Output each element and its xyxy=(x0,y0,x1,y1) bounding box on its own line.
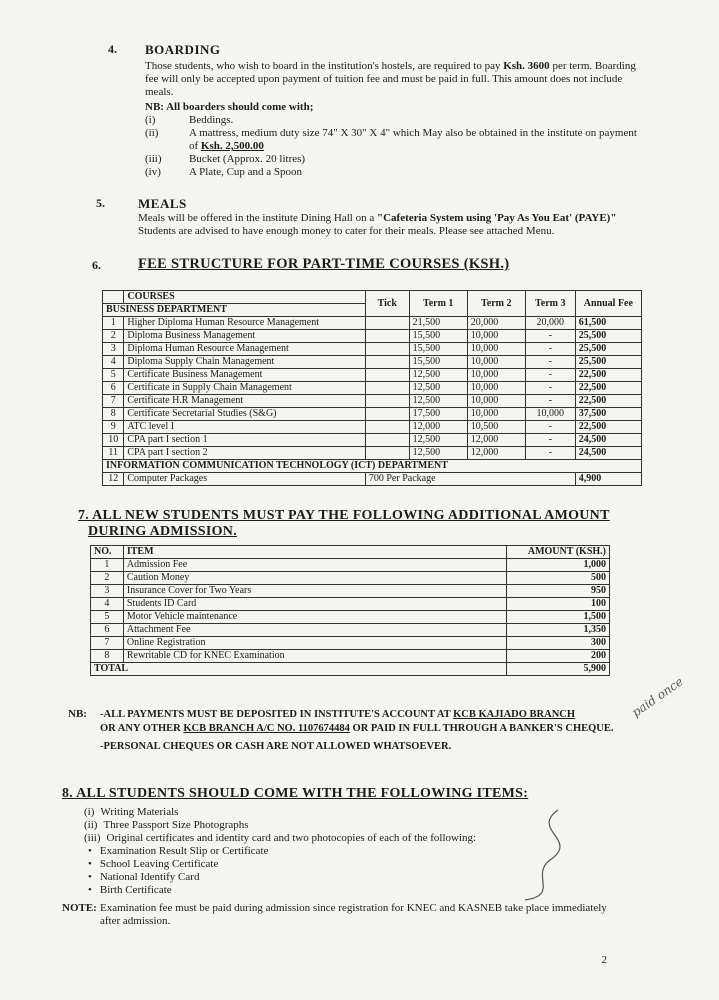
fees-title: FEE STRUCTURE FOR PART-TIME COURSES (KSH.) xyxy=(138,256,510,272)
table-row xyxy=(103,382,642,395)
col-tick: Tick xyxy=(365,291,409,317)
handwritten-bracket xyxy=(520,800,590,910)
item-amount: 200 xyxy=(507,650,610,663)
table-row xyxy=(103,369,642,382)
term3-fee: - xyxy=(525,434,575,447)
meals-title: MEALS xyxy=(138,196,187,211)
col-amount: AMOUNT (KSH.) xyxy=(507,546,610,559)
additional-title-line2: DURING ADMISSION. xyxy=(88,524,238,539)
term3-fee: - xyxy=(525,369,575,382)
tick-cell xyxy=(365,330,409,343)
annual-fee: 37,500 xyxy=(575,408,641,421)
course-name: CPA part I section 2 xyxy=(124,447,365,460)
term1-fee: 15,500 xyxy=(409,330,467,343)
course-name: ATC level I xyxy=(124,421,365,434)
term3-fee: 20,000 xyxy=(525,317,575,330)
item-name: Admission Fee xyxy=(123,559,506,572)
table-row xyxy=(103,343,642,356)
item-number: 7 xyxy=(91,637,124,650)
item-name: Students ID Card xyxy=(123,598,506,611)
boarding-number: 4. xyxy=(108,42,117,56)
row-number: 4 xyxy=(103,356,124,369)
table-row xyxy=(103,330,642,343)
item-name: Online Registration xyxy=(123,637,506,650)
boarding-item: (iv) A Plate, Cup and a Spoon xyxy=(145,166,303,178)
term2-fee: 10,000 xyxy=(467,343,525,356)
total-value: 5,900 xyxy=(507,663,610,676)
item-number: 4 xyxy=(91,598,124,611)
list-item: • National Identify Card xyxy=(84,871,544,884)
tick-cell xyxy=(365,395,409,408)
boarding-para1: Those students, who wish to board in the institution's hostels, are required to pay xyxy=(145,60,501,72)
col-term2: Term 2 xyxy=(467,291,525,317)
row-number: 10 xyxy=(103,434,124,447)
col-term3: Term 3 xyxy=(525,291,575,317)
nb-account: KCB BRANCH A/C NO. 1107674484 xyxy=(183,723,350,734)
row-number: 3 xyxy=(103,343,124,356)
boarding-item: (i) Beddings. xyxy=(145,114,234,126)
table-row xyxy=(91,559,610,572)
term3-fee: - xyxy=(525,356,575,369)
term2-fee: 10,000 xyxy=(467,330,525,343)
meals-para-start: Meals will be offered in the institute Dining Hall on a xyxy=(138,212,375,224)
annual-fee: 24,500 xyxy=(575,434,641,447)
table-row xyxy=(91,624,610,637)
item-amount: 1,000 xyxy=(507,559,610,572)
item-number: 8 xyxy=(91,650,124,663)
additional-number: 7. xyxy=(78,508,90,523)
course-name: CPA part I section 1 xyxy=(124,434,365,447)
nb-line2-end: OR PAID IN FULL THROUGH A BANKER'S CHEQUE. xyxy=(352,723,614,734)
course-name: Higher Diploma Human Resource Management xyxy=(124,317,365,330)
term1-fee: 12,500 xyxy=(409,447,467,460)
term2-fee: 10,000 xyxy=(467,395,525,408)
table-row xyxy=(103,434,642,447)
course-name: Certificate Business Management xyxy=(124,369,365,382)
term3-fee: - xyxy=(525,330,575,343)
row-number: 9 xyxy=(103,421,124,434)
table-row xyxy=(103,356,642,369)
course-name: Certificate H.R Management xyxy=(124,395,365,408)
term1-fee: 12,500 xyxy=(409,434,467,447)
table-row xyxy=(91,650,610,663)
term1-fee: 12,500 xyxy=(409,369,467,382)
dept-business: BUSINESS DEPARTMENT xyxy=(103,304,366,317)
annual-fee: 25,500 xyxy=(575,330,641,343)
boarding-para2: Boarding fee will only be accepted upon payment of tuition fee and must be paid in full. This amount does not include meals. xyxy=(145,60,636,98)
term2-fee: 10,000 xyxy=(467,382,525,395)
table-row xyxy=(103,408,642,421)
additional-table xyxy=(90,545,610,676)
fees-number: 6. xyxy=(92,258,101,272)
meals-paye: "Cafeteria System using 'Pay As You Eat' (PAYE)" xyxy=(377,212,617,224)
item-number: 2 xyxy=(91,572,124,585)
term2-fee: 10,000 xyxy=(467,356,525,369)
list-item: • Birth Certificate xyxy=(84,884,544,897)
term1-fee: 12,500 xyxy=(409,382,467,395)
term1-fee: 21,500 xyxy=(409,317,467,330)
term2-fee: 10,000 xyxy=(467,408,525,421)
nb-line3: -PERSONAL CHEQUES OR CASH ARE NOT ALLOWED WHATSOEVER. xyxy=(100,741,452,752)
fee-table xyxy=(102,290,642,486)
item-name: Insurance Cover for Two Years xyxy=(123,585,506,598)
annual-fee: 22,500 xyxy=(575,395,641,408)
item-amount: 300 xyxy=(507,637,610,650)
term3-fee: 10,000 xyxy=(525,408,575,421)
list-item: • School Leaving Certificate xyxy=(84,858,544,871)
annual-fee: 22,500 xyxy=(575,382,641,395)
item-number: 1 xyxy=(91,559,124,572)
row-number: 5 xyxy=(103,369,124,382)
items-list xyxy=(84,806,544,897)
boarding-item: (ii) A mattress, medium duty size 74" X 30" X 4" which May also be obtained in the institute on payment of Ksh. 2,500.00 xyxy=(145,127,637,152)
items-title-text: ALL STUDENTS SHOULD COME WITH THE FOLLOWING ITEMS: xyxy=(76,786,529,801)
row-number: 11 xyxy=(103,447,124,460)
col-annual: Annual Fee xyxy=(575,291,641,317)
list-item: (i) Writing Materials xyxy=(84,806,179,818)
boarding-para1-end: per term. xyxy=(552,60,593,72)
items-title xyxy=(62,786,528,802)
row-number: 8 xyxy=(103,408,124,421)
handwritten-note: paid once xyxy=(629,674,686,720)
row-number: 2 xyxy=(103,330,124,343)
table-row xyxy=(91,585,610,598)
course-name: Certificate Secretarial Studies (S&G) xyxy=(124,408,365,421)
table-row: 12 Computer Packages 700 Per Package 4,900 xyxy=(103,473,642,486)
annual-fee: 61,500 xyxy=(575,317,641,330)
ict-course: Computer Packages xyxy=(124,473,365,486)
item-name: Rewritable CD for KNEC Examination xyxy=(123,650,506,663)
meals-number: 5. xyxy=(96,196,105,210)
course-name: Diploma Business Management xyxy=(124,330,365,343)
table-row xyxy=(103,395,642,408)
term3-fee: - xyxy=(525,395,575,408)
term2-fee: 12,000 xyxy=(467,447,525,460)
item-amount: 1,500 xyxy=(507,611,610,624)
note-text: Examination fee must be paid during admission since registration for KNEC and KASNEB take place immediately after admission. xyxy=(100,902,607,927)
item-number: 3 xyxy=(91,585,124,598)
item-amount: 100 xyxy=(507,598,610,611)
term2-fee: 10,500 xyxy=(467,421,525,434)
tick-cell xyxy=(365,317,409,330)
ict-per-package: 700 Per Package xyxy=(365,473,575,486)
boarding-title: BOARDING xyxy=(145,42,221,57)
nb-label: NB: xyxy=(68,708,87,720)
items-number: 8. xyxy=(62,786,74,801)
ict-annual: 4,900 xyxy=(575,473,641,486)
annual-fee: 25,500 xyxy=(575,343,641,356)
term1-fee: 15,500 xyxy=(409,343,467,356)
term2-fee: 12,000 xyxy=(467,434,525,447)
term2-fee: 20,000 xyxy=(467,317,525,330)
tick-cell xyxy=(365,421,409,434)
list-item: (ii) Three Passport Size Photographs xyxy=(84,819,249,831)
table-row xyxy=(91,572,610,585)
nb-bank-branch: KCB KAJIADO BRANCH xyxy=(453,709,576,720)
table-row xyxy=(91,598,610,611)
list-item: (iii) Original certificates and identity card and two photocopies of each of the following: xyxy=(84,832,477,844)
col-courses: COURSES xyxy=(124,291,365,304)
tick-cell xyxy=(365,369,409,382)
annual-fee: 25,500 xyxy=(575,356,641,369)
row-number: 7 xyxy=(103,395,124,408)
course-name: Certificate in Supply Chain Management xyxy=(124,382,365,395)
annual-fee: 22,500 xyxy=(575,421,641,434)
boarding-fee: Ksh. 3600 xyxy=(503,60,550,72)
additional-title-line1: ALL NEW STUDENTS MUST PAY THE FOLLOWING ADDITIONAL AMOUNT xyxy=(92,508,610,523)
term3-fee: - xyxy=(525,382,575,395)
total-label: TOTAL xyxy=(91,663,507,676)
meals-text xyxy=(138,212,638,238)
nb-text xyxy=(100,708,620,754)
boarding-text xyxy=(145,60,645,179)
tick-cell xyxy=(365,382,409,395)
col-no: NO. xyxy=(91,546,124,559)
tick-cell xyxy=(365,408,409,421)
additional-title xyxy=(78,508,610,524)
page-number: 2 xyxy=(601,954,607,966)
list-item: • Examination Result Slip or Certificate xyxy=(84,845,544,858)
table-row xyxy=(91,611,610,624)
table-row xyxy=(103,421,642,434)
course-name: Diploma Supply Chain Management xyxy=(124,356,365,369)
item-amount: 950 xyxy=(507,585,610,598)
mattress-fee: Ksh. 2,500.00 xyxy=(200,140,264,152)
item-number: 6 xyxy=(91,624,124,637)
term1-fee: 17,500 xyxy=(409,408,467,421)
item-amount: 500 xyxy=(507,572,610,585)
note-label: NOTE: xyxy=(62,902,97,914)
term1-fee: 12,500 xyxy=(409,395,467,408)
tick-cell xyxy=(365,356,409,369)
term1-fee: 12,000 xyxy=(409,421,467,434)
item-name: Motor Vehicle maintenance xyxy=(123,611,506,624)
row-number: 1 xyxy=(103,317,124,330)
term3-fee: - xyxy=(525,343,575,356)
nb-line2: OR ANY OTHER xyxy=(100,723,181,734)
annual-fee: 24,500 xyxy=(575,447,641,460)
table-row xyxy=(91,637,610,650)
col-term1: Term 1 xyxy=(409,291,467,317)
item-amount: 1,350 xyxy=(507,624,610,637)
table-row xyxy=(103,447,642,460)
item-name: Attachment Fee xyxy=(123,624,506,637)
total-row xyxy=(91,663,610,676)
dept-ict: INFORMATION COMMUNICATION TECHNOLOGY (ICT) DEPARTMENT xyxy=(103,460,642,473)
table-row xyxy=(103,317,642,330)
tick-cell xyxy=(365,447,409,460)
tick-cell xyxy=(365,343,409,356)
boarding-nb: NB: All boarders should come with; xyxy=(145,101,314,113)
term1-fee: 15,500 xyxy=(409,356,467,369)
term2-fee: 10,000 xyxy=(467,369,525,382)
row-number: 6 xyxy=(103,382,124,395)
item-name: Caution Money xyxy=(123,572,506,585)
term3-fee: - xyxy=(525,447,575,460)
col-item: ITEM xyxy=(123,546,506,559)
tick-cell xyxy=(365,434,409,447)
course-name: Diploma Human Resource Management xyxy=(124,343,365,356)
meals-para-end: Students are advised to have enough money to cater for their meals. Please see attached Menu. xyxy=(138,225,555,237)
item-number: 5 xyxy=(91,611,124,624)
term3-fee: - xyxy=(525,421,575,434)
nb-line1: -ALL PAYMENTS MUST BE DEPOSITED IN INSTITUTE'S ACCOUNT AT xyxy=(100,709,451,720)
annual-fee: 22,500 xyxy=(575,369,641,382)
boarding-item: (iii) Bucket (Approx. 20 litres) xyxy=(145,153,306,165)
